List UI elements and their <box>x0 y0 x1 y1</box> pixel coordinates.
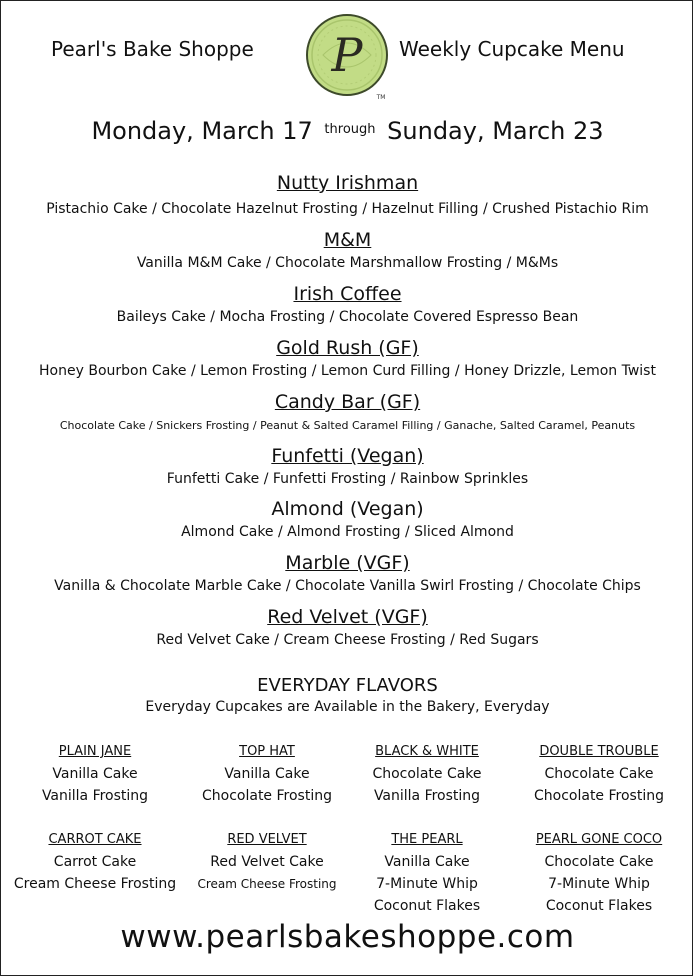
everyday-item-cake: Vanilla Cake <box>224 766 310 782</box>
everyday-item <box>351 829 503 917</box>
date-end: Sunday, March 23 <box>387 117 604 145</box>
everyday-subtitle: Everyday Cupcakes are Available in the Bakery, Everyday <box>145 699 550 715</box>
date-through: through <box>324 122 376 137</box>
flavor-description: Chocolate Cake / Snickers Frosting / Peanut & Salted Caramel Filling / Ganache, Salted Caramel, Peanuts <box>59 419 636 432</box>
everyday-title: EVERYDAY FLAVORS <box>257 675 438 696</box>
flavor-description: Almond Cake / Almond Frosting / Sliced Almond <box>181 524 514 540</box>
everyday-item-frosting: Chocolate Frosting <box>202 788 332 804</box>
flavor-description: Funfetti Cake / Funfetti Frosting / Rainbow Sprinkles <box>166 471 529 487</box>
logo-letter: P <box>331 28 363 82</box>
flavor-description: Baileys Cake / Mocha Frosting / Chocolate Covered Espresso Bean <box>116 309 579 325</box>
everyday-item-name: PEARL GONE COCO <box>535 832 663 847</box>
everyday-item-cake: Chocolate Cake <box>544 766 654 782</box>
everyday-item <box>5 741 185 807</box>
flavor-description: Honey Bourbon Cake / Lemon Frosting / Lemon Curd Filling / Honey Drizzle, Lemon Twist <box>39 363 656 379</box>
flavor-name: Red Velvet (VGF) <box>267 606 428 628</box>
flavor-name: Gold Rush (GF) <box>276 337 419 359</box>
everyday-item-frosting: Cream Cheese Frosting <box>197 877 337 891</box>
everyday-item-cake: Vanilla Cake <box>52 766 138 782</box>
everyday-item-cake: Red Velvet Cake <box>210 854 324 870</box>
flavor-name: Nutty Irishman <box>276 172 419 194</box>
website-url: www.pearlsbakeshoppe.com <box>120 919 575 955</box>
everyday-item <box>187 741 347 807</box>
everyday-item-name: BLACK & WHITE <box>375 744 479 759</box>
everyday-item-frosting: Cream Cheese Frosting <box>13 876 177 892</box>
flavor-name: M&M <box>323 229 372 251</box>
everyday-item-cake: Vanilla Cake <box>384 854 470 870</box>
shop-name: Pearl's Bake Shoppe <box>51 37 254 61</box>
everyday-item <box>5 829 185 895</box>
everyday-item-name: CARROT CAKE <box>48 832 142 847</box>
flavor-name: Irish Coffee <box>293 283 402 305</box>
flavor-name: Marble (VGF) <box>285 552 410 574</box>
everyday-item-cake: Carrot Cake <box>53 854 137 870</box>
date-range <box>1 117 693 145</box>
everyday-item-frosting: Vanilla Frosting <box>41 788 149 804</box>
everyday-item-cake: Chocolate Cake <box>544 854 654 870</box>
everyday-item-frosting: 7-Minute Whip <box>376 876 478 892</box>
trademark-mark: TM <box>376 94 386 101</box>
everyday-item <box>515 829 683 917</box>
everyday-item-frosting: Chocolate Frosting <box>534 788 664 804</box>
everyday-item-name: TOP HAT <box>239 744 295 759</box>
flavor-description: Vanilla M&M Cake / Chocolate Marshmallow Frosting / M&Ms <box>136 255 559 271</box>
everyday-item <box>351 741 503 807</box>
flavor-name: Candy Bar (GF) <box>274 391 421 413</box>
pearl-logo <box>303 13 391 101</box>
everyday-item-frosting: Vanilla Frosting <box>373 788 481 804</box>
everyday-item-name: RED VELVET <box>227 832 307 847</box>
flavor-description: Red Velvet Cake / Cream Cheese Frosting / Red Sugars <box>156 632 539 648</box>
everyday-item <box>187 829 347 895</box>
everyday-item-topping: Coconut Flakes <box>373 898 481 914</box>
date-start: Monday, March 17 <box>91 117 313 145</box>
everyday-item-name: DOUBLE TROUBLE <box>539 744 659 759</box>
flavor-name: Almond (Vegan) <box>271 498 424 520</box>
everyday-item-name: PLAIN JANE <box>58 744 132 759</box>
flavor-name: Funfetti (Vegan) <box>271 445 424 467</box>
everyday-item-name: THE PEARL <box>391 832 463 847</box>
flavor-description: Pistachio Cake / Chocolate Hazelnut Frosting / Hazelnut Filling / Crushed Pistachio Rim <box>46 201 649 217</box>
everyday-item-topping: Coconut Flakes <box>545 898 653 914</box>
everyday-item <box>515 741 683 807</box>
everyday-item-cake: Chocolate Cake <box>372 766 482 782</box>
menu-title: Weekly Cupcake Menu <box>399 37 625 61</box>
flavor-description: Vanilla & Chocolate Marble Cake / Chocolate Vanilla Swirl Frosting / Chocolate Chips <box>54 578 641 594</box>
everyday-item-frosting: 7-Minute Whip <box>548 876 650 892</box>
